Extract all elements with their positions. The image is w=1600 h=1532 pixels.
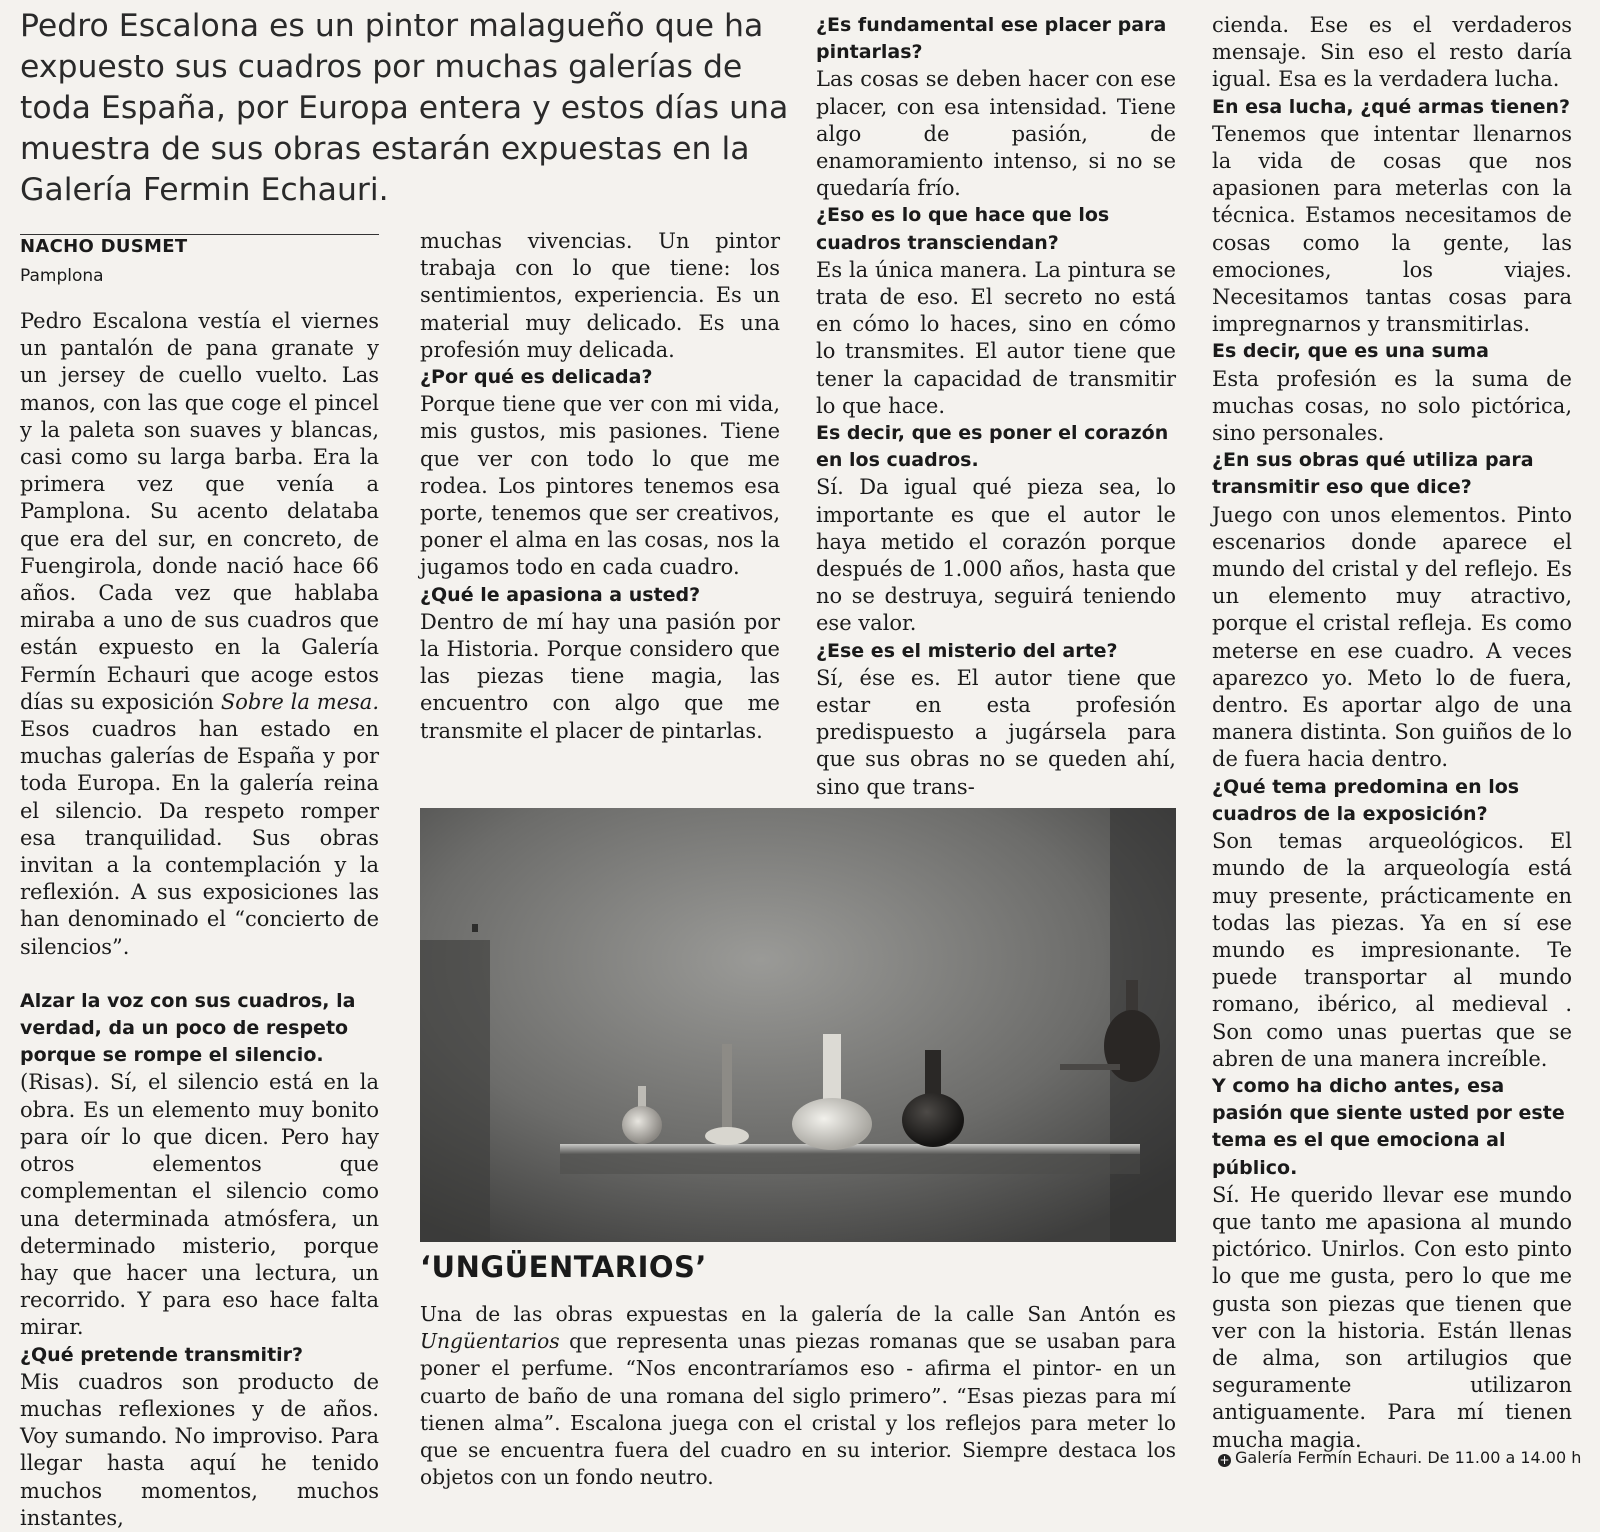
byline-city: Pamplona	[20, 266, 104, 286]
question: Es decir, que es una suma	[1212, 340, 1489, 363]
ungüentarios-painting	[420, 808, 1176, 1242]
question: ¿Por qué es delicada?	[420, 366, 653, 389]
answer: Tenemos que intentar llenarnos la vida de cosas que nos apasionen para meterlas con la técnica. Estamos necesitamos de cosas como la gente, las emociones, los viajes. Necesitamos tantas cosas para impregnarnos y transmitirlas.	[1212, 121, 1572, 337]
answer: Sí, ése es. El autor tiene que estar en esta profesión predispuesto a jugársela para que sus obras no se queden ahí, sino que trans-	[816, 665, 1176, 799]
answer: Son temas arqueológicos. El mundo de la arqueología está muy presente, prácticamente en todas las piezas. Ya en sí ese mundo es impresionante. Te puede transportar al mundo romano, ibérico, al medieval . Son como unas puertas que se abren de una manera increíble.	[1212, 829, 1572, 1071]
caption-text: Una de las obras expuestas en la galería de la calle San Antón es Ungüentarios que representa unas piezas romanas que se usaban para poner el perfume. “Nos encontraríamos eso - afirma el pintor- en un cuarto de baño de una romana del siglo primero”. “Esas piezas para mí tienen alma”. Escalona juega con el cristal y los reflejos para meter lo que se encuentra fuera del cuadro en su interior. Siempre destaca los objetos con un fondo neutro.	[420, 1302, 1176, 1490]
lead-paragraph: Pedro Escalona es un pintor malagueño que ha expuesto sus cuadros por muchas galerías de toda España, por Europa entera y estos días una muestra de sus obras estarán expuestas en la Galería Fermin Echauri.	[20, 8, 789, 208]
question: Y como ha dicho antes, esa pasión que siente usted por este tema es el que emociona al público.	[1212, 1074, 1565, 1179]
question: ¿Qué tema predomina en los cuadros de la exposición?	[1212, 775, 1520, 825]
answer: Porque tiene que ver con mi vida, mis gustos, mis pasiones. Tiene que ver con todo lo que me rodea. Los pintores tenemos esa porte, tenemos que ser creativos, poner el alma en las cosas, nos la jugamos todo en cada cuadro.	[420, 392, 780, 580]
column-2	[420, 228, 780, 745]
answer: Juego con unos elementos. Pinto escenarios donde aparece el mundo del cristal y del reflejo. Es un elemento muy atractivo, porque el cristal refleja. Es como meterse en ese cuadro. A veces aparezco yo. Meto lo de fuera, dentro. Es aportar algo de una manera distinta. Son guiños de lo de fuera hacia dentro.	[1212, 502, 1572, 772]
artwork-photo	[420, 808, 1176, 1242]
plus-circle-icon: +	[1219, 1453, 1230, 1467]
question: ¿Es fundamental ese placer para pintarlas?	[816, 14, 1167, 64]
column-3	[816, 12, 1176, 801]
intro-paragraph: Pedro Escalona vestía el viernes un pantalón de pana granate y un jersey de cuello vuelto. Las manos, con las que coge el pincel y la paleta son suaves y blancas, casi como su larga barba. Era la primera vez que venía a Pamplona. Su acento delataba que era del sur, en concreto, de Fuengirola, donde nació hace 66 años. Cada vez que hablaba miraba a uno de sus cuadros que están expuesto en la Galería Fermín Echauri que acoge estos días su exposición Sobre la mesa. Esos cuadros han estado en muchas galerías de España y por toda Europa. En la galería reina el silencio. Da respeto romper esa tranquilidad. Sus obras invitan a la contemplación y la reflexión. A sus exposiciones las han denominado el “concierto de silencios”.	[20, 309, 380, 959]
byline-rule	[20, 234, 379, 235]
answer: muchas vivencias. Un pintor trabaja con lo que tiene: los sentimientos, experiencia. Es un material muy delicado. Es una profesión muy delicada.	[420, 229, 780, 362]
question: Alzar la voz con sus cuadros, la verdad, da un poco de respeto porque se rompe el silencio.	[20, 989, 356, 1067]
question: ¿Eso es lo que hace que los cuadros transciendan?	[816, 204, 1110, 254]
answer: Esta profesión es la suma de muchas cosas, no solo pictórica, sino personales.	[1212, 366, 1572, 446]
answer: Sí. He querido llevar ese mundo que tanto me apasiona al mundo pictórico. Unirlos. Con esto pinto lo que me gusta, pero lo que me gusta son piezas que tienen que ver con la historia. Están llenas de alma, son artilugios que seguramente utilizaron antiguamente. Para mí tienen mucha magia.	[1212, 1182, 1572, 1452]
answer: Sí. Da igual qué pieza sea, lo importante es que el autor le haya metido el corazón porque después de 1.000 años, hasta que no se destruya, seguirá teniendo ese valor.	[816, 475, 1176, 636]
answer: (Risas). Sí, el silencio está en la obra. Es un elemento muy bonito para oír lo que dicen. Pero hay otros elementos que complementan el silencio como una determinada atmósfera, un determinado misterio, porque hay que hacer una lectura, un recorrido. Y para eso hace falta mirar.	[20, 1070, 379, 1340]
caption-title: ‘UNGÜENTARIOS’	[420, 1250, 707, 1284]
question: Es decir, que es poner el corazón en los cuadros.	[816, 422, 1169, 472]
column-1	[20, 308, 379, 1532]
answer: Dentro de mí hay una pasión por la Historia. Porque considero que las piezas tiene magia, las encuentro con algo que me transmite el placer de pintarlas.	[420, 609, 780, 743]
question: ¿Qué pretende transmitir?	[20, 1343, 304, 1366]
answer: Mis cuadros son producto de muchas reflexiones y de años. Voy sumando. No improviso. Para llegar hasta aquí he tenido muchos momentos, muchos instantes,	[20, 1369, 379, 1530]
question: ¿Qué le apasiona a usted?	[420, 583, 701, 606]
exhibition-info-text: Galería Fermín Echauri. De 11.00 a 14.00 h	[1235, 1448, 1582, 1467]
answer: Las cosas se deben hacer con ese placer, con esa intensidad. Tiene algo de pasión, de enamoramiento intenso, si no se quedaría frío.	[816, 67, 1176, 201]
answer: Es la única manera. La pintura se trata de eso. El secreto no está en cómo lo haces, sino en cómo lo transmites. El autor tiene que tener la capacidad de transmitir lo que hace.	[816, 257, 1176, 418]
column-4	[1212, 12, 1572, 1454]
question: En esa lucha, ¿qué armas tienen?	[1212, 95, 1571, 118]
question: ¿Ese es el misterio del arte?	[816, 639, 1118, 662]
question: ¿En sus obras qué utiliza para transmitir eso que dice?	[1212, 449, 1534, 499]
exhibition-info	[1218, 1448, 1581, 1467]
answer: cienda. Ese es el verdaderos mensaje. Sin eso el resto daría igual. Esa es la verdadera lucha.	[1212, 13, 1572, 92]
byline-author: NACHO DUSMET	[20, 236, 188, 257]
